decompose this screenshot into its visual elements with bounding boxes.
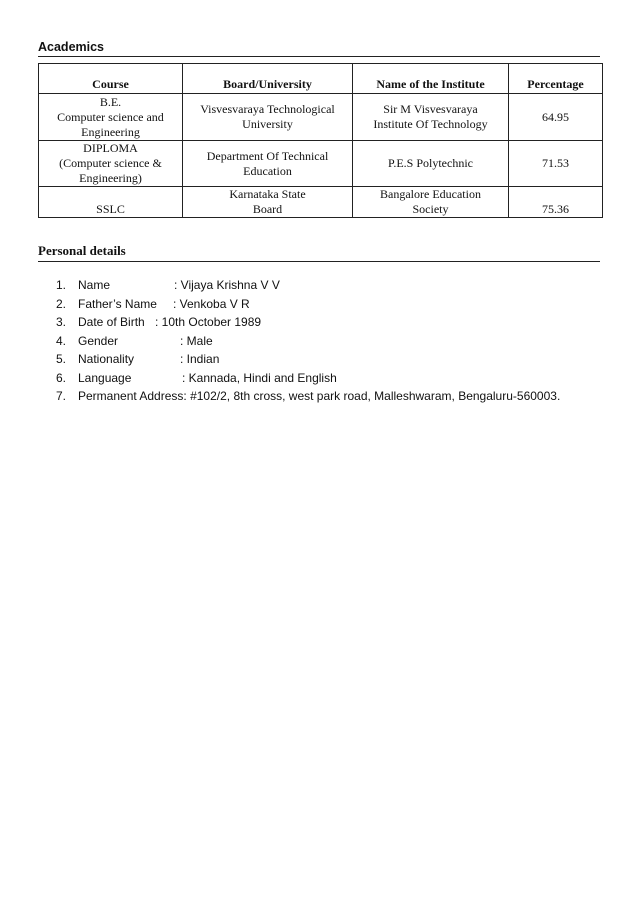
item-label: Name (78, 278, 111, 292)
course-line: B.E. (99, 94, 122, 109)
item-label: Permanent Address (78, 389, 184, 403)
item-label: Nationality (78, 352, 135, 366)
course-line: SSLC (96, 202, 125, 216)
board-cell (183, 94, 353, 141)
course-line: Computer science and (57, 109, 164, 124)
board-line: Karnataka State (229, 187, 306, 201)
column-header-percentage: Percentage (509, 64, 603, 94)
column-header-institute: Name of the Institute (353, 64, 509, 94)
item-value: : Kannada, Hindi and English (182, 370, 337, 385)
list-item (56, 369, 560, 388)
board-cell (183, 141, 353, 187)
institute-line: Institute Of Technology (373, 117, 488, 131)
item-number: 4. (56, 333, 67, 348)
column-header-course: Course (39, 64, 183, 94)
board-line: Department Of Technical (206, 148, 329, 163)
list-item (56, 276, 560, 295)
list-item (56, 350, 560, 369)
item-number: 1. (56, 278, 67, 292)
item-value: : Indian (180, 352, 220, 366)
item-value: : Venkoba V R (173, 296, 250, 311)
academics-heading: Academics (38, 40, 600, 57)
board-line: University (242, 117, 293, 131)
item-number: 2. (56, 296, 67, 311)
course-line: Engineering) (79, 171, 142, 185)
course-cell (39, 187, 183, 218)
item-label: Father’s Name (78, 296, 157, 311)
item-number: 5. (56, 352, 67, 366)
institute-line: P.E.S Polytechnic (387, 156, 473, 170)
item-value: : Male (180, 333, 213, 348)
institute-line: Society (412, 202, 449, 216)
list-item (56, 313, 560, 332)
board-line: Board (252, 202, 283, 216)
item-number: 7. (56, 389, 67, 403)
item-value: : Vijaya Krishna V V (174, 278, 280, 292)
board-cell (183, 187, 353, 218)
column-header-board: Board/University (183, 64, 353, 94)
board-line: Visvesvaraya Technological (200, 102, 335, 116)
item-value: : #102/2, 8th cross, west park road, Malleshwaram, Bengaluru-560003. (183, 389, 561, 403)
academics-table (38, 63, 603, 218)
item-label: Language (78, 370, 132, 385)
institute-line: Sir M Visvesvaraya (383, 102, 478, 116)
list-item (56, 332, 560, 351)
course-cell (39, 141, 183, 187)
list-item (56, 295, 560, 314)
item-label: Gender (78, 333, 119, 348)
table-row (39, 94, 603, 141)
item-value: : 10th October 1989 (155, 315, 262, 329)
course-line: Engineering (81, 124, 140, 139)
institute-cell (353, 141, 509, 187)
board-line: Education (243, 163, 292, 178)
list-item (56, 387, 560, 406)
percentage-cell: 75.36 (509, 187, 603, 218)
item-number: 3. (56, 315, 67, 329)
item-number: 6. (56, 370, 67, 385)
percentage-cell: 64.95 (509, 94, 603, 141)
institute-cell (353, 94, 509, 141)
institute-line: Bangalore Education (380, 187, 481, 201)
percentage-cell: 71.53 (509, 141, 603, 187)
personal-details-list (56, 276, 560, 406)
course-line: DIPLOMA (83, 141, 138, 155)
personal-details-heading: Personal details (38, 243, 600, 262)
course-cell (39, 94, 183, 141)
table-row (39, 187, 603, 218)
institute-cell (353, 187, 509, 218)
course-line: (Computer science & (59, 156, 162, 170)
table-row (39, 141, 603, 187)
table-header-row (39, 64, 603, 94)
item-label: Date of Birth (78, 315, 145, 329)
